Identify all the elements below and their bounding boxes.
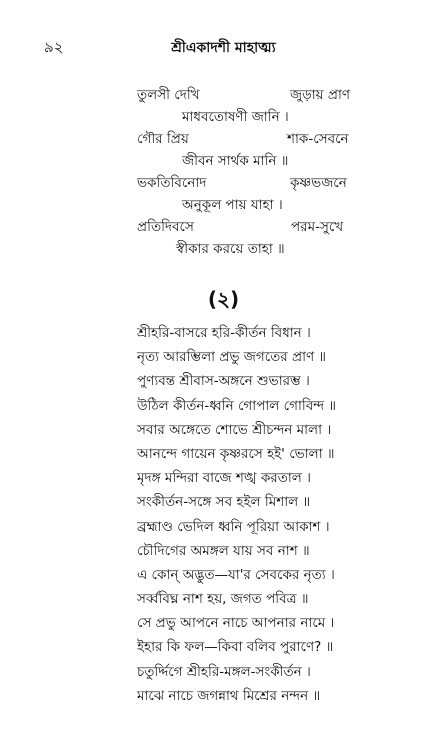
stanza-line (0, 128, 447, 150)
page-number: ৯২ (44, 38, 64, 56)
stanza-line-right: শাক-সেবনে (287, 131, 349, 147)
verse-line: ব্রহ্মাণ্ড ভেদিল ধ্বনি পূরিয়া আকাশ । (137, 518, 330, 535)
verse-line: এ কোন্ অদ্ভুত—যা'র সেবকের নৃত্য । (137, 566, 335, 583)
verse-line: নৃত্য আরম্ভিলা প্রভু জগতের প্রাণ ॥ (137, 349, 327, 366)
stanza-line-left: ভকতিবিনোদ (137, 175, 207, 191)
stanza-line-left: গৌর প্রিয় (137, 131, 189, 147)
stanza-line-left: তুলসী দেখি (137, 87, 200, 103)
stanza-line-center: মাধবতোষণী জানি । (182, 109, 289, 125)
stanza-line-right: জুড়ায় প্রাণ (290, 87, 351, 103)
verse-line: উঠিল কীর্তন-ধ্বনি গোপাল গোবিন্দ ॥ (137, 397, 336, 414)
stanza-line-left: প্রতিদিবসে (137, 219, 194, 235)
verse-line: মাঝে নাচে জগন্নাথ মিশ্রের নন্দন ॥ (137, 687, 321, 704)
verse-line: সর্ব্ববিঘ্ন নাশ হয়, জগত পবিত্র ॥ (137, 591, 309, 608)
verse-line: চৌদিগের অমঙ্গল যায় সব নাশ ॥ (137, 542, 310, 559)
verse-line: চতুর্দ্দিগে শ্রীহরি-মঙ্গল-সংকীর্তন । (137, 663, 311, 680)
stanza-line (0, 238, 447, 260)
stanza-line (0, 216, 447, 238)
stanza-line (0, 84, 447, 106)
stanza-line (0, 150, 447, 172)
verse-line: শ্রীহরি-বাসরে হরি-কীর্তন বিধান । (137, 325, 311, 341)
stanza-line (0, 106, 447, 128)
stanza-line-right: কৃষ্ণভজনে (290, 175, 347, 191)
stanza-line-right: পরম-সুখে (291, 219, 344, 235)
running-title: শ্রীএকাদশী মাহাত্ম্য (171, 40, 276, 56)
verse-line: আনন্দে গায়েন কৃষ্ণরসে হই' ভোলা ॥ (137, 445, 335, 462)
verse-line: সে প্রভু আপনে নাচে আপনার নামে । (137, 615, 335, 632)
verse-block (137, 322, 437, 709)
verse-line: সবার অঙ্গেতে শোভে শ্রীচন্দন মালা । (137, 421, 332, 438)
stanza-line (0, 172, 447, 194)
section-heading: (২) (207, 287, 240, 311)
verse-line: মৃদঙ্গ মন্দিরা বাজে শঙ্খ করতাল । (137, 470, 311, 487)
verse-line: সংকীর্তন-সঙ্গে সব হইল মিশাল ॥ (137, 494, 311, 511)
verse-line: ইহার কি ফল—কিবা বলিব পুরাণে? ॥ (137, 639, 334, 656)
stanza-line-center: জীবন সার্থক মানি ॥ (182, 153, 289, 169)
page-header (0, 36, 447, 58)
song-stanza (0, 84, 447, 260)
stanza-line-center: অনুকূল পায় যাহা । (182, 197, 283, 213)
stanza-line (0, 194, 447, 216)
verse-line: পুণ্যবন্ত শ্রীবাস-অঙ্গনে শুভারম্ভ । (137, 373, 310, 390)
stanza-line-center: স্বীকার করয়ে তাহা ॥ (176, 241, 285, 257)
